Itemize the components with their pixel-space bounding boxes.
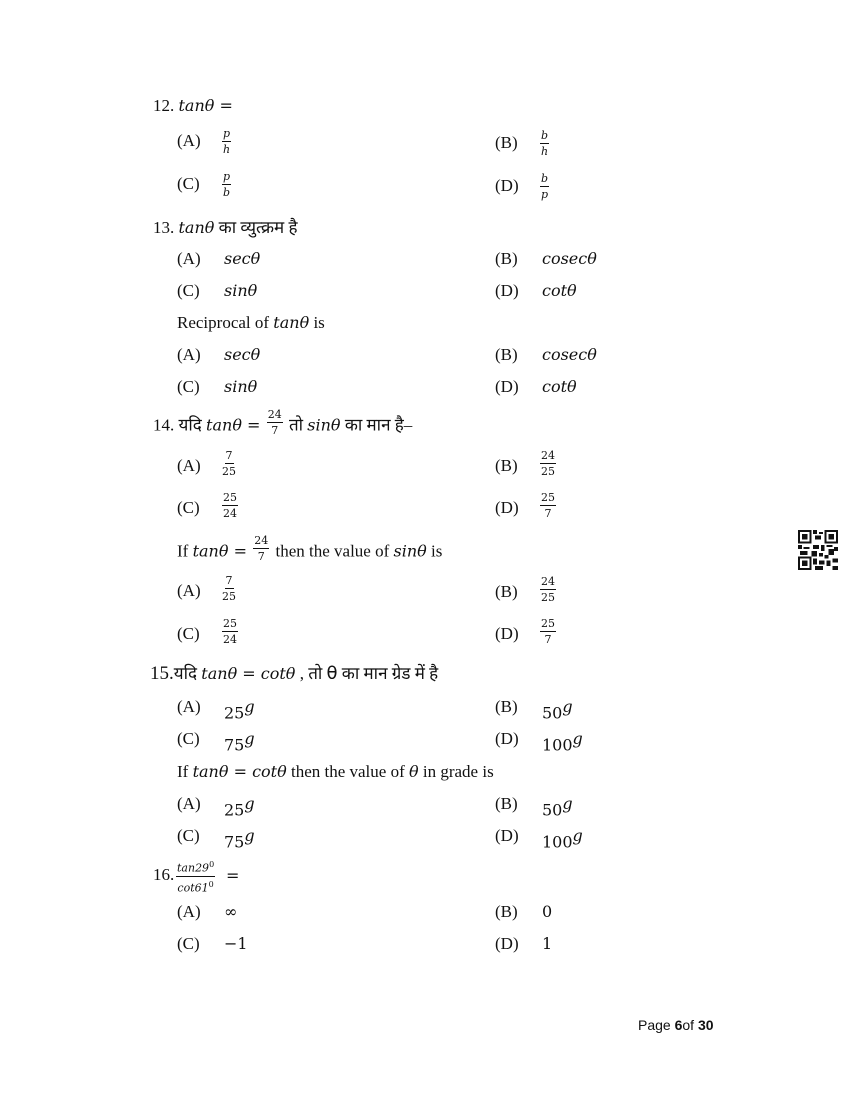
option-label: (B): [495, 697, 518, 716]
option-fraction: $\frac{24}{25}$: [541, 449, 555, 478]
option-value: 100$^g$: [542, 826, 583, 852]
option-fraction: $\frac{p}{b}$: [223, 170, 231, 199]
question-fraction: $\frac{\tan 29^0}{\cot 61^0}$: [177, 860, 215, 895]
option-value: cosecθ: [542, 249, 597, 268]
question-number: 12.: [153, 96, 175, 115]
option-label: (C): [177, 826, 200, 845]
option-value: 75$^g$: [224, 729, 255, 755]
option-fraction: $\frac{7}{25}$: [222, 449, 236, 478]
option-fraction: $\frac{p}{h}$: [222, 127, 231, 156]
english-stem: Reciprocal of tanθ is: [177, 313, 325, 332]
question-12: [153, 96, 233, 116]
option-fraction: $\frac{24}{25}$: [541, 575, 555, 604]
english-stem: If tanθ = $\frac{24}{7}$ then the value of sinθ is: [177, 534, 443, 563]
option-label: (C): [177, 498, 200, 517]
option-label: (B): [495, 902, 518, 921]
option-value: cosecθ: [542, 345, 597, 364]
option-label: (A): [177, 345, 201, 364]
question-13: [153, 215, 297, 238]
option-label: (C): [177, 934, 200, 953]
option-value: secθ: [224, 345, 261, 364]
option-value: sinθ: [224, 281, 258, 300]
option-value: 100$^g$: [542, 729, 583, 755]
option-label: (A): [177, 581, 201, 600]
equals-sign: =: [226, 866, 240, 885]
option-value: sinθ: [224, 377, 258, 396]
option-fraction: $\frac{25}{7}$: [541, 491, 555, 520]
option-label: (A): [177, 131, 201, 150]
option-label: (A): [177, 697, 201, 716]
option-fraction: $\frac{7}{25}$: [222, 574, 236, 603]
option-label: (B): [495, 582, 518, 601]
option-label: (B): [495, 345, 518, 364]
option-label: (D): [495, 176, 519, 195]
option-value: 75$^g$: [224, 826, 255, 852]
option-value: 1: [542, 934, 553, 953]
option-fraction: $\frac{25}{24}$: [223, 617, 237, 646]
question-number: 13.: [153, 218, 175, 237]
option-label: (D): [495, 934, 519, 953]
question-hindi-text: का व्युत्क्रम है: [218, 218, 298, 237]
option-label: (A): [177, 794, 201, 813]
option-value: 0: [542, 902, 553, 921]
option-label: (B): [495, 794, 518, 813]
option-value: cotθ: [542, 377, 577, 396]
option-label: (D): [495, 826, 519, 845]
option-fraction: $\frac{25}{7}$: [541, 617, 555, 646]
option-label: (C): [177, 377, 200, 396]
option-label: (B): [495, 249, 518, 268]
option-value: 25$^g$: [224, 794, 255, 820]
option-label: (D): [495, 377, 519, 396]
option-label: (D): [495, 498, 519, 517]
question-14: 14. यदि tanθ = $\frac{24}{7}$ तो sinθ का मान है–: [153, 408, 413, 437]
english-stem: If tanθ = cotθ then the value of θ in grade is: [177, 762, 494, 781]
option-value: cotθ: [542, 281, 577, 300]
option-label: (D): [495, 729, 519, 748]
option-label: (C): [177, 281, 200, 300]
option-fraction: $\frac{b}{h}$: [540, 129, 549, 158]
qr-code-icon: [798, 530, 838, 570]
option-label: (D): [495, 624, 519, 643]
option-label: (A): [177, 249, 201, 268]
option-value: ∞: [224, 902, 238, 921]
option-fraction: $\frac{25}{24}$: [223, 491, 237, 520]
option-label: (A): [177, 456, 201, 475]
question-expression: tanθ =: [178, 96, 233, 115]
option-label: (C): [177, 174, 200, 193]
option-label: (C): [177, 624, 200, 643]
option-value: secθ: [224, 249, 261, 268]
option-label: (C): [177, 729, 200, 748]
option-value: 25$^g$: [224, 697, 255, 723]
question-expression: tanθ: [178, 218, 215, 237]
option-value: 50$^g$: [542, 697, 573, 723]
option-fraction: $\frac{b}{p}$: [541, 172, 549, 201]
option-label: (D): [495, 281, 519, 300]
question-15: 15.यदि tanθ = cotθ , तो θ का मान ग्रेड में है: [150, 663, 439, 684]
option-value: 50$^g$: [542, 794, 573, 820]
option-value: −1: [224, 934, 248, 953]
option-label: (B): [495, 456, 518, 475]
option-label: (A): [177, 902, 201, 921]
question-number: 16.: [153, 865, 175, 884]
page-footer: Page 6of 30: [638, 1017, 714, 1033]
option-label: (B): [495, 133, 518, 152]
